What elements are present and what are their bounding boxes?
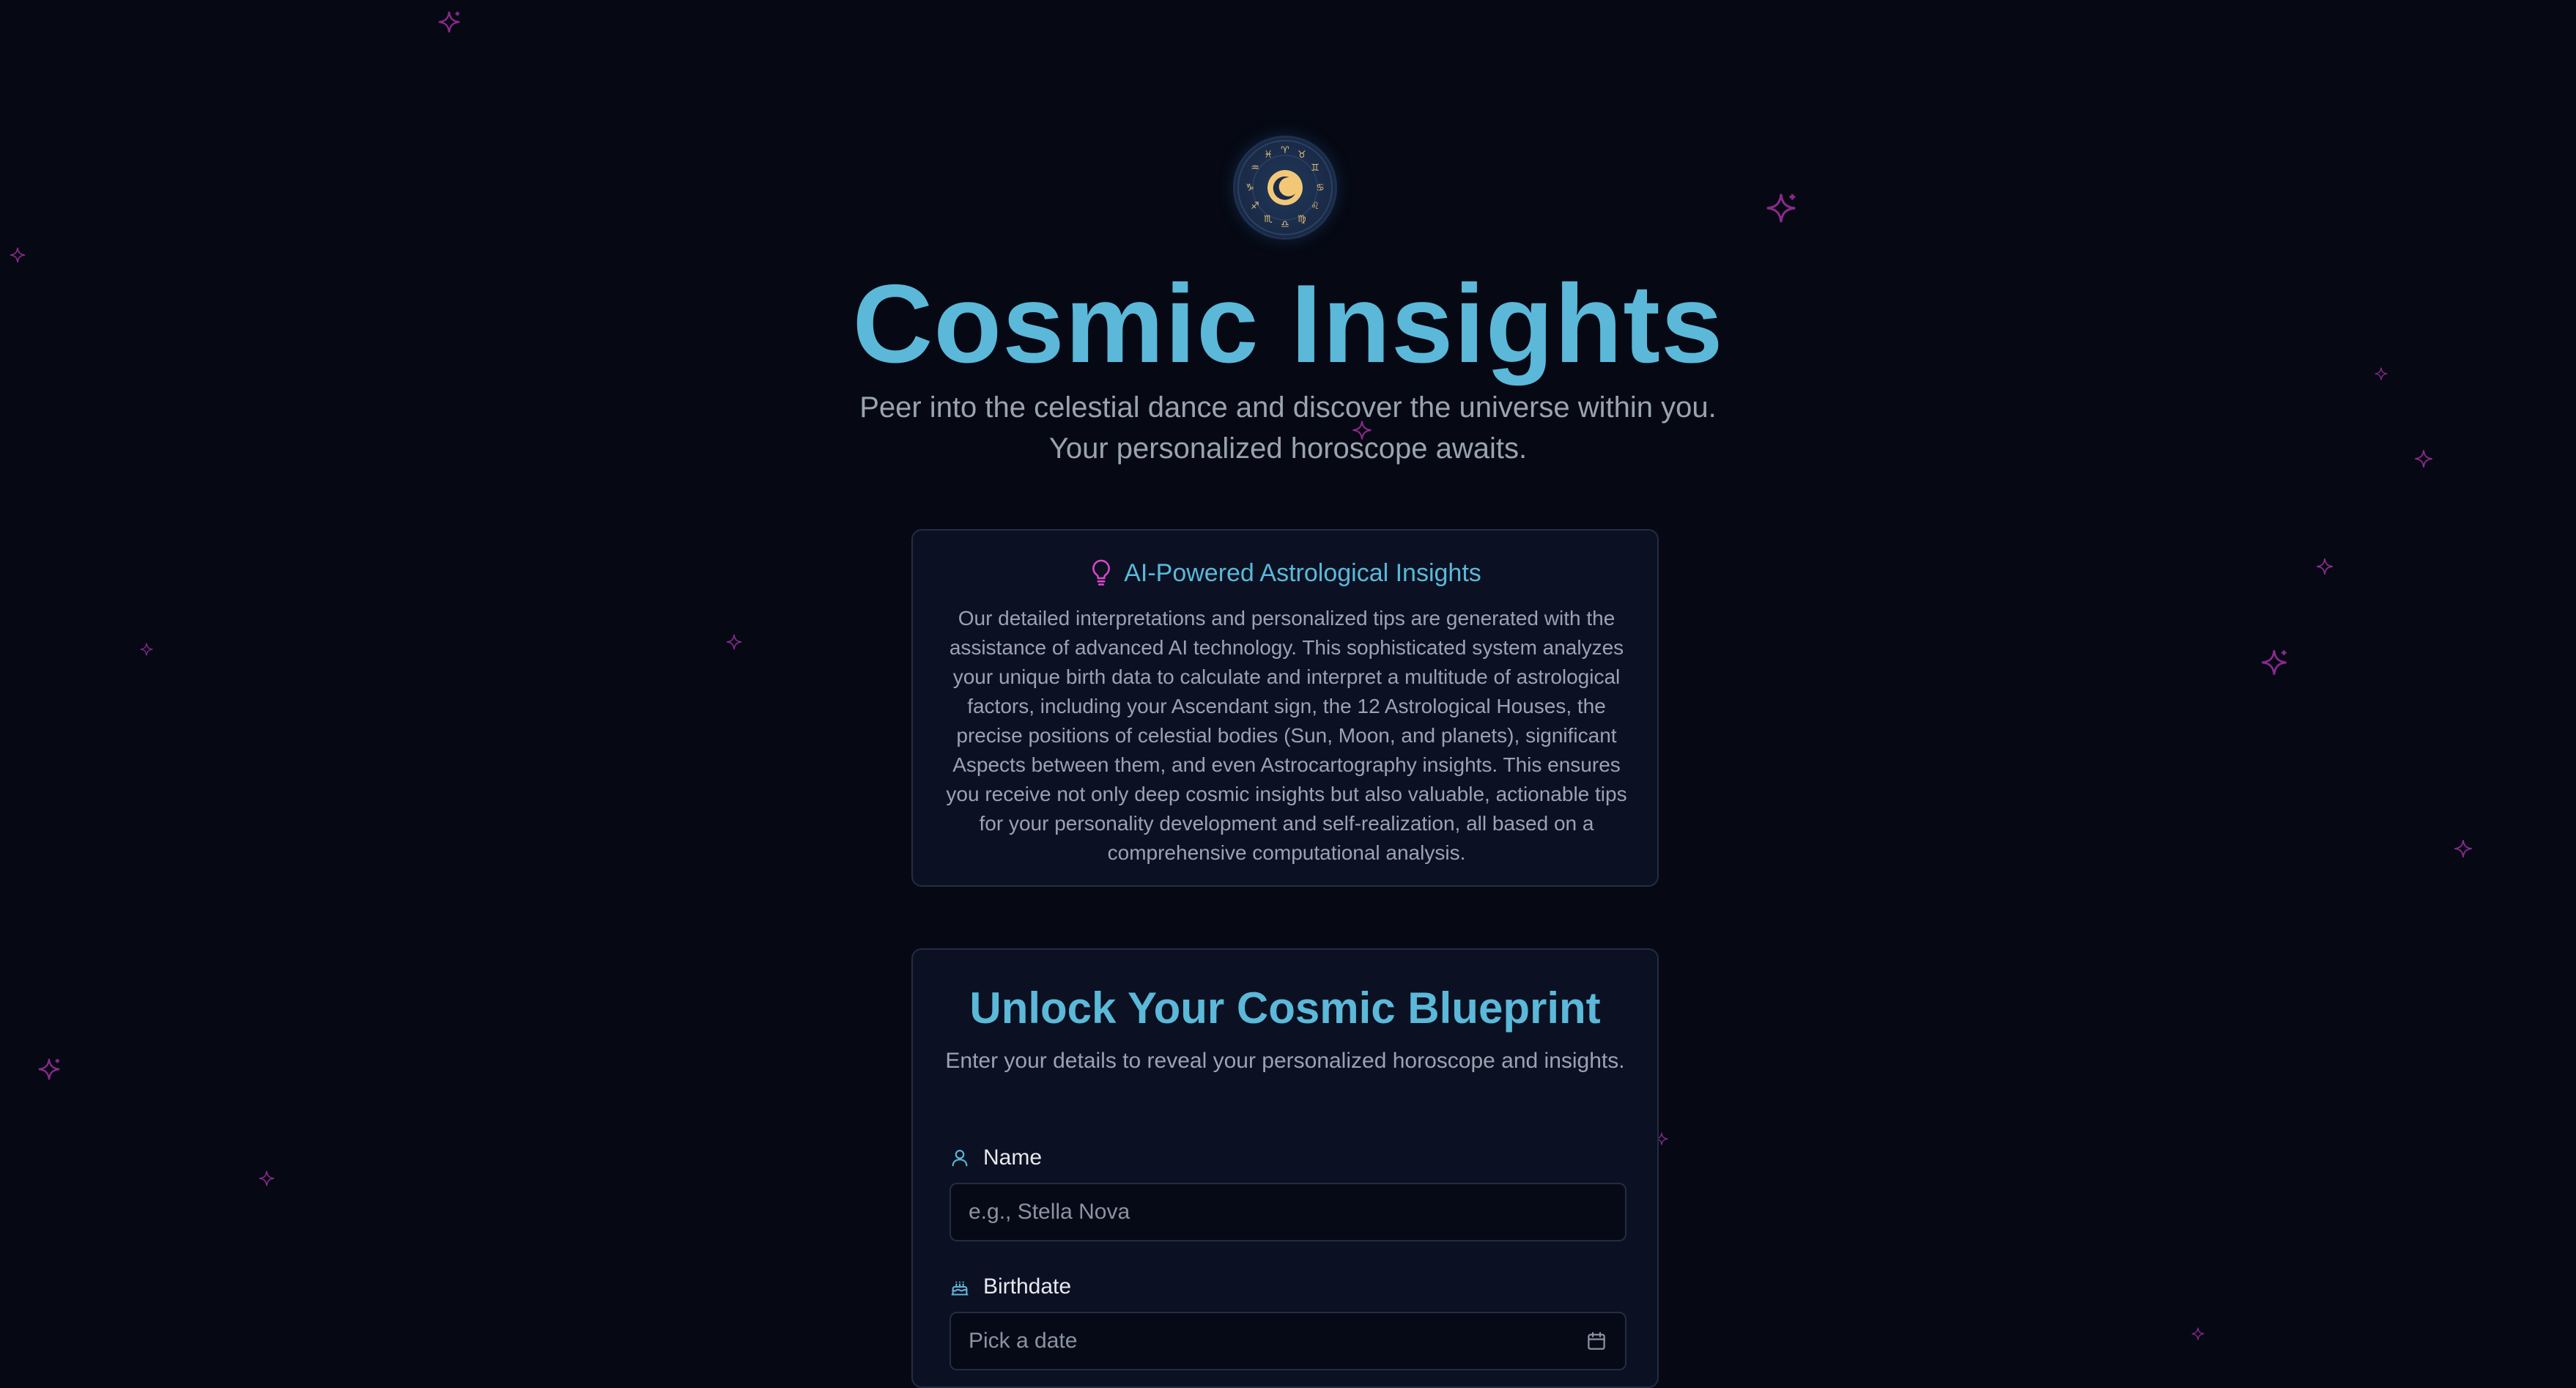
birthdate-label: Birthdate <box>983 1274 1072 1299</box>
page-title: Cosmic Insights <box>852 262 1724 386</box>
svg-text:♉: ♉ <box>1298 149 1306 160</box>
sparkle-icon <box>2191 1326 2205 1341</box>
svg-text:♌: ♌ <box>1311 201 1320 212</box>
sparkle-icon <box>2453 838 2473 859</box>
svg-text:♊: ♊ <box>1311 163 1320 174</box>
cake-icon <box>950 1276 970 1298</box>
page-subtitle <box>0 387 2576 469</box>
ai-insights-card <box>911 529 1659 887</box>
ai-insights-body: Our detailed interpretations and personalized tips are generated with the assistance of advanced AI technology. This sophisticated system analyzes your unique birth data to calculate and interpret a multitude of astrological factors, including your Ascendant sign, the 12 Astrological Houses, the precise positions of celestial bodies (Sun, Moon, and planets), significant Aspects between them, and even Astrocartography insights. This ensures you receive not only deep cosmic insights but also valuable, actionable tips for your personality development and self-realization, all based on a comprehensive computational analysis. <box>946 607 1627 864</box>
sparkle-icon <box>2315 557 2334 576</box>
user-icon <box>950 1147 970 1169</box>
name-input[interactable] <box>950 1183 1626 1241</box>
sparkle-icon <box>1764 191 1798 226</box>
form-title: Unlock Your Cosmic Blueprint <box>969 983 1601 1033</box>
svg-text:♓: ♓ <box>1264 149 1273 160</box>
calendar-icon[interactable] <box>1585 1330 1607 1352</box>
svg-text:♒: ♒ <box>1251 163 1259 174</box>
svg-text:♍: ♍ <box>1298 214 1306 225</box>
svg-text:♎: ♎ <box>1281 219 1289 230</box>
zodiac-wheel-moon-icon <box>1235 138 1335 237</box>
birthdate-label-row <box>950 1274 1071 1300</box>
sparkle-icon <box>437 9 462 35</box>
svg-text:♋: ♋ <box>1316 182 1325 193</box>
sparkle-icon <box>37 1057 62 1082</box>
lightbulb-icon <box>1089 558 1114 588</box>
subtitle-line: Your personalized horoscope awaits. <box>1048 432 1528 465</box>
name-label-row <box>950 1145 1042 1171</box>
svg-text:♈: ♈ <box>1281 145 1289 156</box>
sparkle-icon <box>725 633 743 651</box>
ai-insights-header <box>913 558 1657 588</box>
birthdate-placeholder: Pick a date <box>969 1329 1078 1353</box>
sparkle-icon <box>258 1170 275 1187</box>
ai-insights-title: AI-Powered Astrological Insights <box>1124 559 1481 587</box>
birthdate-picker[interactable] <box>950 1312 1626 1370</box>
horoscope-form <box>911 948 1659 1388</box>
form-subtitle: Enter your details to reveal your personalized horoscope and insights. <box>945 1049 1625 1073</box>
sparkle-icon <box>2259 648 2289 677</box>
subtitle-line: Peer into the celestial dance and discover the universe within you. <box>859 391 1717 424</box>
svg-text:♐: ♐ <box>1251 201 1259 212</box>
svg-text:♑: ♑ <box>1246 182 1254 193</box>
svg-text:♏: ♏ <box>1264 214 1273 225</box>
name-label: Name <box>983 1145 1043 1170</box>
sparkle-icon <box>139 642 154 657</box>
